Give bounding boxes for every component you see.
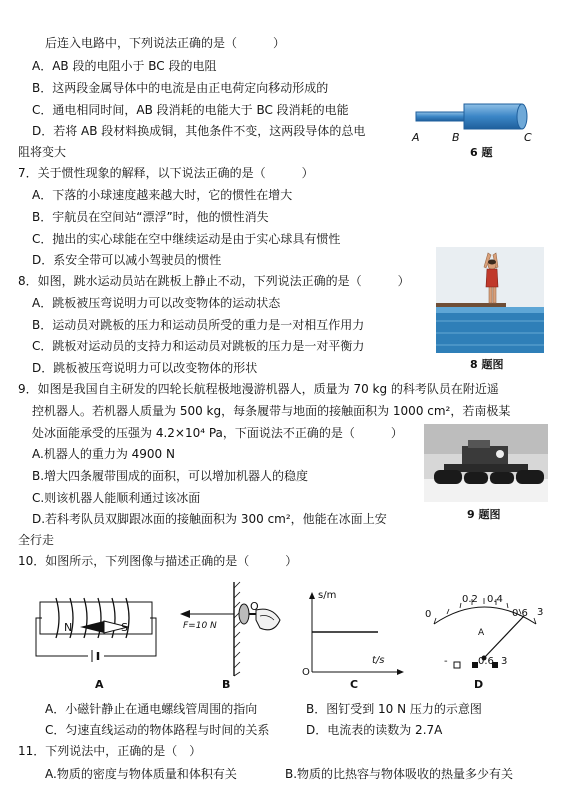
q10-fig-a-solenoid [34, 590, 164, 670]
q6-option-b: B．这两段金属导体中的电流是由正电荷定向移动形成的 [32, 81, 329, 95]
q9-stem-line2: 控机器人。若机器人质量为 500 kg，每条履带与地面的接触面积为 1000 cm²，若南极某 [32, 404, 511, 418]
q10-fig-b-o-label: O [250, 600, 259, 613]
q9-robot-photo [424, 424, 548, 502]
q7-stem: 7．关于惯性现象的解释，以下说法正确的是（ ） [18, 166, 314, 180]
q10-fig-a-label: A [95, 678, 104, 691]
q10-fig-a-s-label: S [121, 621, 128, 634]
q10-fig-c-x-label: t/s [372, 655, 385, 666]
q6-option-d-cont: 阻将变大 [18, 145, 67, 159]
q10-option-d: D．电流表的读数为 2.7A [306, 723, 443, 737]
q6-option-a: A．AB 段的电阻小于 BC 段的电阻 [32, 59, 217, 73]
q8-stem: 8．如图，跳水运动员站在跳板上静止不动，下列说法正确的是（ ） [18, 274, 410, 288]
q8-option-d: D．跳板被压弯说明力可以改变物体的形状 [32, 361, 258, 375]
q8-figure-caption: 8 题图 [470, 358, 504, 371]
q8-option-a: A．跳板被压弯说明力可以改变物体的运动状态 [32, 296, 281, 310]
q9-option-b: B.增大四条履带围成的面积，可以增加机器人的稳度 [32, 469, 309, 483]
q6-option-c: C．通电相同时间，AB 段消耗的电能大于 BC 段消耗的电能 [32, 103, 349, 117]
q7-option-c: C．抛出的实心球能在空中继续运动是由于实心球具有惯性 [32, 232, 341, 246]
q10-fig-d-tick-02: 0.2 [462, 594, 478, 605]
q6-option-d: D．若将 AB 段材料换成铜，其他条件不变，这两段导体的总电 [32, 124, 366, 138]
q10-fig-d-unit: A [478, 628, 485, 638]
q10-option-b: B．图钉受到 10 N 压力的示意图 [306, 702, 482, 716]
q11-option-b: B.物质的比热容与物体吸收的热量多少有关 [285, 767, 514, 781]
q6-label-b: B [452, 131, 460, 144]
q9-stem-line1: 9．如图是我国自主研发的四轮长航程极地漫游机器人，质量为 70 kg 的科考队员在附近遥 [18, 382, 499, 396]
q10-fig-c-y-label: s/m [318, 590, 337, 601]
q10-fig-c-label: C [350, 678, 359, 691]
q10-fig-d-zero: 0 [425, 609, 432, 620]
q10-fig-d-label: D [474, 678, 484, 691]
thick-rod-bc [464, 104, 522, 129]
q6-stem-tail: 后连入电路中，下列说法正确的是（ ） [45, 36, 286, 50]
q10-stem: 10．如图所示，下列图像与描述正确的是（ ） [18, 554, 298, 568]
q7-option-b: B．宇航员在空间站“漂浮”时，他的惯性消失 [32, 210, 269, 224]
q7-option-a: A．下落的小球速度越来越大时，它的惯性在增大 [32, 188, 293, 202]
q9-option-d: D.若科考队员双脚跟冰面的接触面积为 300 cm²，他能在冰面上安 [32, 512, 387, 526]
q6-label-c: C [524, 131, 532, 144]
q10-fig-d-tick-04: 0.4 [487, 594, 503, 605]
q10-option-a: A．小磁针静止在通电螺线管周围的指向 [45, 702, 258, 716]
q8-option-b: B．运动员对跳板的压力和运动员所受的重力是一对相互作用力 [32, 318, 365, 332]
q11-stem: 11．下列说法中，正确的是（ ） [18, 744, 202, 758]
q10-fig-d-end: 3 [537, 607, 544, 618]
q6-figure-caption: 6 题 [470, 146, 493, 159]
q8-option-c: C．跳板对运动员的支持力和运动员对跳板的压力是一对平衡力 [32, 339, 365, 353]
q9-stem-line3: 处冰面能承受的压强为 4.2×10⁴ Pa，下面说法不正确的是（ ） [32, 426, 403, 440]
q10-fig-d-terminal-3: 3 [501, 656, 508, 667]
q10-fig-b-label: B [222, 678, 231, 691]
q10-fig-c-st-graph [296, 590, 406, 680]
thin-rod-ab [416, 112, 464, 121]
q9-option-a: A.机器人的重力为 4900 N [32, 447, 175, 461]
q11-option-a: A.物质的密度与物体质量和体积有关 [45, 767, 237, 781]
q9-figure-caption: 9 题图 [467, 508, 501, 521]
q10-fig-c-origin-label: O [302, 667, 310, 678]
q10-fig-a-n-label: N [64, 621, 73, 634]
q10-fig-d-terminal-06: 0.6 [478, 656, 494, 667]
q9-option-c: C.则该机器人能顺利通过该冰面 [32, 491, 201, 505]
q10-fig-b-force-label: F=10 N [183, 621, 217, 631]
q10-fig-d-tick-06: 0.6 [512, 608, 528, 619]
q6-label-a: A [412, 131, 420, 144]
q7-option-d: D．系安全带可以减小驾驶员的惯性 [32, 253, 222, 267]
q8-diver-photo [436, 247, 544, 353]
q10-option-c: C．匀速直线运动的物体路程与时间的关系 [45, 723, 270, 737]
q9-option-d-cont: 全行走 [18, 533, 55, 547]
q10-fig-d-minus: - [444, 656, 448, 667]
